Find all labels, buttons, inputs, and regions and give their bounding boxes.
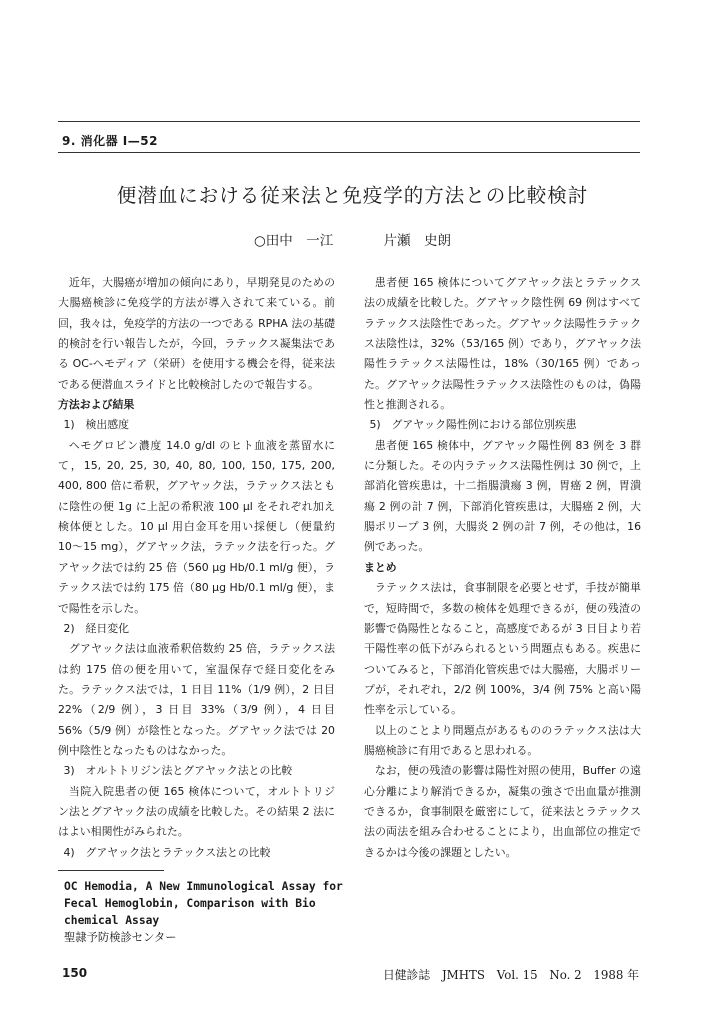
section-label: 9. 消化器 Ⅰ—52 (62, 134, 158, 148)
subsection-heading: 1) 検出感度 (63, 418, 130, 432)
paragraph: 患者便 165 検体中，グアヤック陽性例 83 例を 3 群に分類した。その内ラテックス法陽性例は 30 例で，上部消化管疾患は，十二指腸潰瘍 3 例，胃癌 2 例，胃潰瘍 2 例の計 7 例，下部消化管疾患は，大腸癌 2 例，大腸ポリープ 3 例，大腸炎 2 例の計 7 例，その他は，16 例であった。 (364, 438, 641, 554)
paragraph: なお，便の残渣の影響は陽性対照の使用，Buffer の遠心分離により解消できるか，凝集の強さで出血量が推測できるか，食事制限を厳密にして，従来法とラテックス法の両法を組み合わせることにより，出血部位の推定できるかは今後の課題としたい。 (364, 764, 641, 859)
top-rule (58, 121, 640, 122)
footnote-rule (58, 870, 164, 871)
paragraph: ラテックス法は，食事制限を必要とせず，手技が簡単で，短時間で，多数の検体を処理できるが，便の残渣の影響で偽陽性となること，高感度であるが 3 日目より若干陽性率の低下がみられるという問題点もある。疾患についてみると，下部消化管疾患では大腸癌，大腸ポリープが，それぞれ，2/2 例 100%，3/4 例 75% と高い陽性率を示している。 (364, 581, 641, 717)
authors (0, 229, 705, 249)
journal-citation: 日健診誌 JMHTS Vol. 15 No. 2 1988 年 (382, 968, 639, 982)
english-title: OC Hemodia, A New Immunological Assay for Fecal Hemoglobin, Comparison with Bio chemical Assay (64, 880, 343, 927)
subsection-heading: 4) グアヤック法とラテックス法との比較 (63, 845, 271, 859)
institution: 聖隷予防検診センター (64, 931, 177, 944)
paragraph: 以上のことより問題点があるもののラテックス法は大腸癌検診に有用であると思われる。 (364, 723, 641, 757)
paragraph: グアヤック法は血液希釈倍数約 25 倍，ラテックス法は約 175 倍の便を用いて，室温保存で経日変化をみた。ラテックス法では，1 日目 11%（1/9 例），2 日目 22%（2/9 例），3 日目 33%（3/9 例），4 日目 56%（5/9 例）が陰性となった。グアヤック法では 20 例中陰性となったものはなかった。 (58, 642, 335, 757)
section-rule (58, 152, 640, 153)
right-column (364, 273, 641, 863)
paper-title: 便潜血における従来法と免疫学的方法との比較検討 (116, 184, 589, 207)
page-number: 150 (62, 966, 88, 980)
subsection-heading: 2) 経日変化 (63, 621, 130, 635)
author-katase: 片瀬 史朗 (383, 233, 452, 249)
affiliation-block (64, 878, 354, 946)
paragraph: 患者便 165 検体についてグアヤック法とラテックス法の成績を比較した。グアヤック陰性例 69 例はすべてラテックス法陰性であった。グアヤック法陽性ラテックス法陰性は，32%（53/165 例）であり，グアヤック法陽性ラテックス法陽性は，18%（30/165 例）であった。グアヤック法陽性ラテックス法陰性のものは，偽陽性と推測される。 (364, 276, 641, 412)
subsection-heading: 5) グアヤック陽性例における部位別疾患 (369, 418, 577, 432)
section-heading: 方法および結果 (58, 398, 135, 412)
paragraph: 近年，大腸癌が増加の傾向にあり，早期発見のための大腸癌検診に免疫学的方法が導入されて来ている。前回，我々は，免疫学的方法の一つである RPHA 法の基礎的検討を行い報告したが，今回，ラテックス凝集法である OC-ヘモディア（栄研）を使用する機会を得，従来法である便潜血スライドと比較検討したので報告する。 (58, 276, 335, 391)
subsection-heading: 3) オルトトリジン法とグアヤック法との比較 (63, 764, 293, 778)
section-heading: まとめ (364, 560, 397, 574)
paragraph: ヘモグロビン濃度 14.0 g/dl のヒト血液を蒸留水にて，15, 20, 25, 30, 40, 80, 100, 150, 175, 200, 400, 800 倍に希釈，グアヤック法，ラテックス法ともに陰性の便 1g に上記の希釈液 100 μl をそれぞれ加え検体便とした。10 μl 用白金耳を用い採便し（便量約 10〜15 mg），グアヤック法，ラテック法を行った。グアヤック法では約 25 倍（560 μg Hb/0.1 ml/g 便），ラテックス法では約 175 倍（80 μg Hb/0.1 ml/g 便），まで陽性を示した。 (58, 438, 335, 615)
author-tanaka: ○田中 一江 (253, 233, 334, 249)
paragraph: 当院入院患者の便 165 検体について，オルトトリジン法とグアヤック法の成績を比較した。その結果 2 法にはよい相関性がみられた。 (58, 784, 335, 839)
left-column (58, 273, 335, 863)
